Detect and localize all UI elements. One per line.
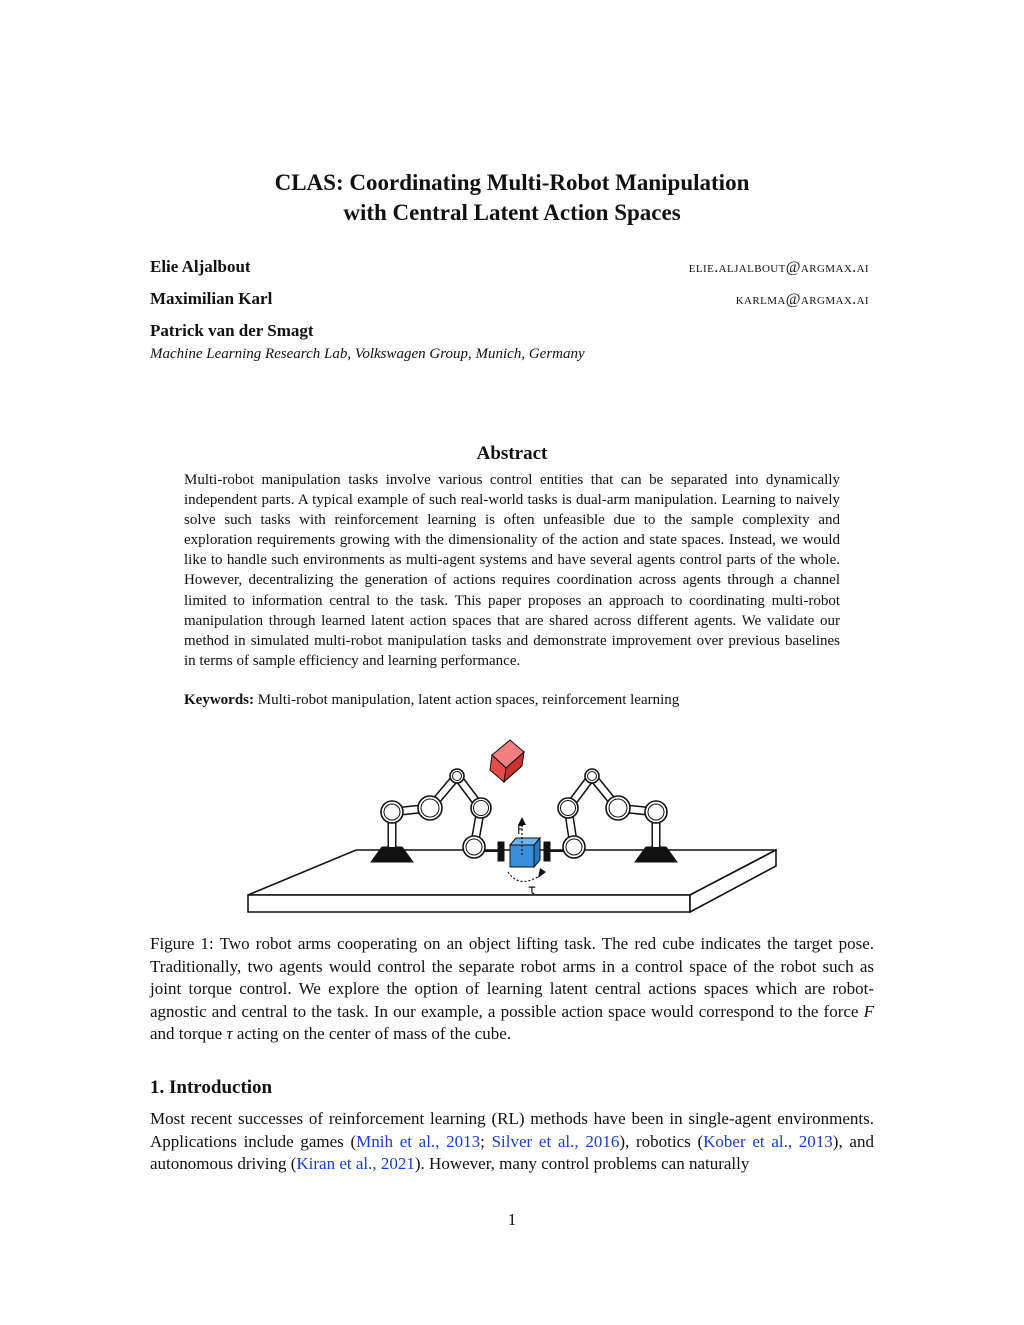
object-cube-icon <box>510 838 540 867</box>
intro-text: Most recent successes of reinforcement learning (RL) methods have been in single-agent environments. Applications include games ( <box>150 1109 874 1151</box>
intro-text: ). However, many control problems can naturally <box>414 1154 750 1174</box>
affiliation: Machine Learning Research Lab, Volkswagen Group, Munich, Germany <box>150 346 585 362</box>
title-line-1: CLAS: Coordinating Multi-Robot Manipulation <box>274 170 750 195</box>
author-name: Elie Aljalbout <box>150 257 251 276</box>
author-email[interactable]: elie.aljalbout@argmax.ai <box>688 259 869 276</box>
caption-text: Two robot arms cooperating on an object lifting task. The red cube indicates the target pose. Traditionally, two agents would control the separate robot arms in a control space of the robot such as joint torque control. We explore the option of learning latent central actions spaces which are robot-agnostic and central to the task. In our example, a possible action space would correspond to the force <box>150 934 874 1021</box>
section-heading-introduction: 1. Introduction <box>150 1077 273 1098</box>
title-line-2: with Central Latent Action Spaces <box>343 200 681 225</box>
caption-text-mid: and torque <box>150 1024 223 1044</box>
author-email[interactable]: karlma@argmax.ai <box>735 291 869 308</box>
caption-torque-symbol: τ <box>226 1024 233 1044</box>
left-robot-arm <box>371 769 504 862</box>
keywords <box>184 692 844 709</box>
force-label: F <box>517 823 524 837</box>
keywords-label: Keywords: <box>184 692 254 708</box>
intro-text: ; <box>480 1131 492 1151</box>
right-robot-arm <box>544 769 677 862</box>
figure-caption <box>150 933 874 1046</box>
keywords-text: Multi-robot manipulation, latent action spaces, reinforcement learning <box>257 692 680 708</box>
caption-text-end: acting on the center of mass of the cube. <box>236 1024 512 1044</box>
page-number: 1 <box>507 1210 517 1229</box>
citation-link[interactable]: Kiran et al., 2021 <box>296 1154 415 1174</box>
intro-text: ), and autonomous driving ( <box>150 1131 874 1174</box>
author-name: Maximilian Karl <box>150 289 273 308</box>
citation-link[interactable]: Mnih et al., 2013 <box>356 1131 481 1151</box>
introduction-paragraph <box>150 1108 874 1176</box>
target-cube-icon <box>490 740 524 782</box>
torque-label: τ <box>528 883 536 898</box>
intro-text: ), robotics ( <box>619 1131 704 1151</box>
citation-link[interactable]: Silver et al., 2016 <box>491 1131 620 1151</box>
figure-robot-arms <box>240 733 780 918</box>
abstract-heading: Abstract <box>476 443 548 464</box>
caption-prefix: Figure 1: <box>150 934 214 953</box>
abstract-text: Multi-robot manipulation tasks involve various control entities that can be separated into dynamically independent parts. A typical example of such real-world tasks is dual-arm manipulation. Learning to naively solve such tasks with reinforcement learning is often unfeasible due to the sample complexity and exploration requirements growing with the dimensionality of the action and state spaces. Instead, we would like to handle such environments as multi-agent systems and have several agents control parts of the whole. However, decentralizing the generation of actions requires coordination across agents through a channel limited to information central to the task. This paper proposes an approach to coordinating multi-robot manipulation through learned latent action spaces that are shared across different agents. We validate our method in simulated multi-robot manipulation tasks and demonstrate improvement over previous baselines in terms of sample efficiency and learning performance. <box>184 472 840 669</box>
paper-title <box>0 168 1024 228</box>
citation-link[interactable]: Kober et al., 2013 <box>703 1131 833 1151</box>
caption-force-symbol: F <box>863 1001 875 1021</box>
author-name: Patrick van der Smagt <box>150 321 314 340</box>
